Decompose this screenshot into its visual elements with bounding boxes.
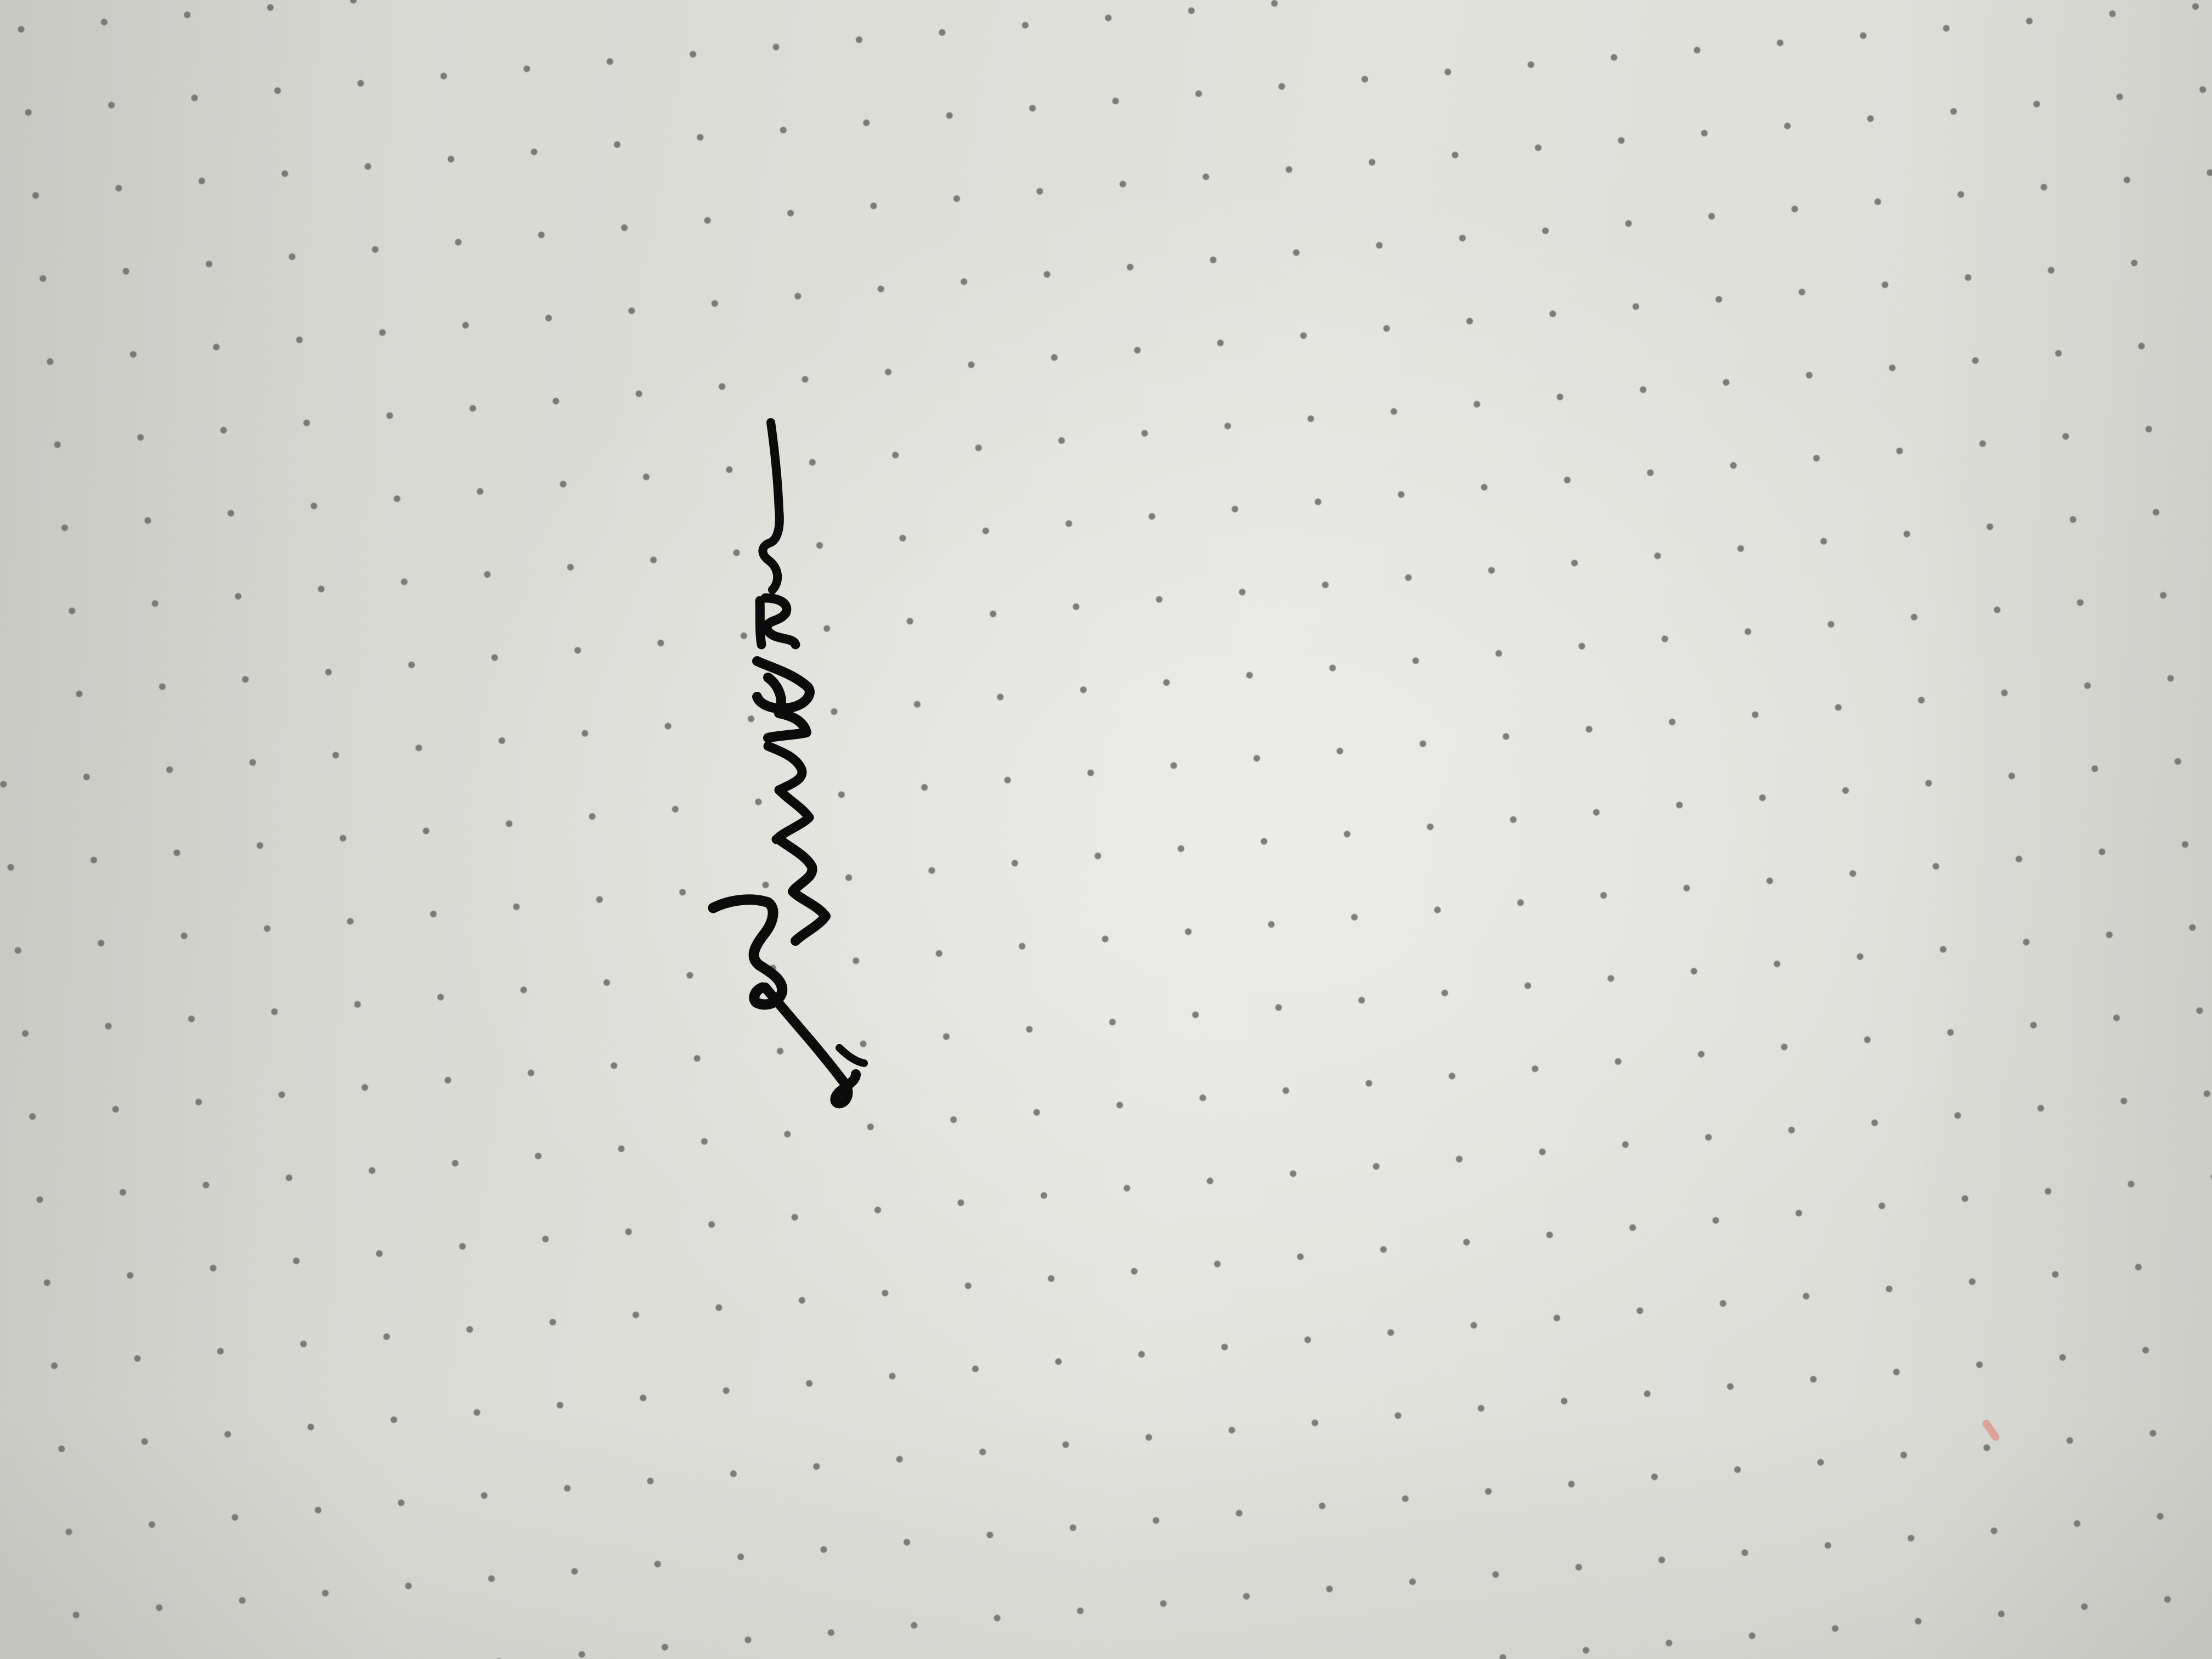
signature-h-stroke: [760, 598, 795, 645]
signature-a-stroke: [757, 661, 810, 738]
signature-tail-stroke: [763, 422, 779, 590]
signature-e-stroke: [779, 839, 826, 941]
signature-middle-stroke: [768, 746, 809, 839]
signature-hook-stroke: [839, 1048, 864, 1063]
